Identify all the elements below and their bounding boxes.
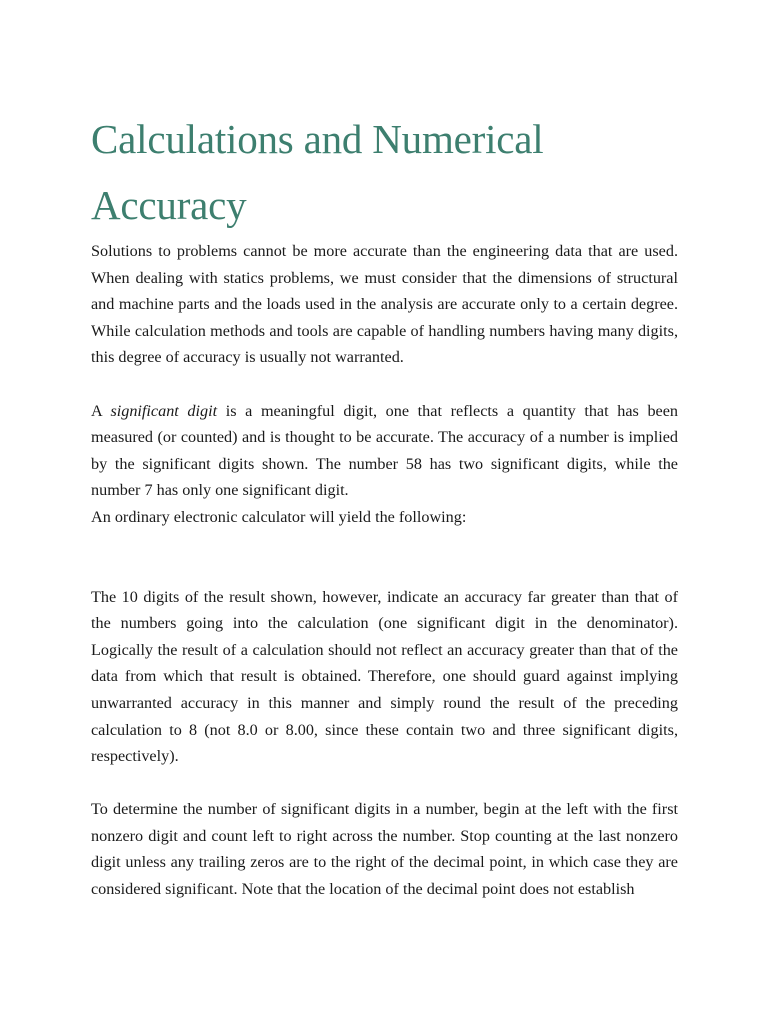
- paragraph-ten-digits: The 10 digits of the result shown, however, indicate an accuracy far greater than that of the numbers going into the calculation (one significant digit in the denominator). Logically the result of a calculation should not reflect an accuracy greater than that of the data from which that result is obtained. Therefore, one should guard against implying unwarranted accuracy in this manner and simply round the result of the preceding calculation to 8 (not 8.0 or 8.00, since these contain two and three significant digits, respectively).: [91, 587, 678, 766]
- paragraph-counting-digits: To determine the number of significant digits in a number, begin at the left with the first nonzero digit and count left to right across the number. Stop counting at the last nonzero digit unless any trailing zeros are to the right of the decimal point, in which case they are considered significant. Note that the location of the decimal point does not establish: [91, 800, 678, 899]
- paragraph-lead: A: [91, 401, 111, 420]
- page-title: Calculations and Numerical Accuracy: [91, 116, 544, 228]
- paragraph-spacer: [91, 770, 678, 797]
- paragraph-significant-digit: [91, 398, 678, 504]
- equation-spacer: [91, 531, 678, 584]
- paragraph-spacer: [91, 371, 678, 398]
- term-significant-digit: significant digit: [110, 401, 218, 420]
- paragraph-body: is a meaningful digit, one that reflects a quantity that has been measured (or counted) and is thought to be accurate. The accuracy of a number is implied by the significant digits shown. The number 58 has two significant digits, while the number 7 has only one significant digit.: [91, 401, 678, 500]
- paragraph-calculator: An ordinary electronic calculator will yield the following:: [91, 507, 467, 526]
- paragraph-accuracy-intro: Solutions to problems cannot be more accurate than the engineering data that are used. When dealing with statics problems, we must consider that the dimensions of structural and machine parts and the loads used in the analysis are accurate only to a certain degree. While calculation methods and tools are capable of handling numbers having many digits, this degree of accuracy is usually not warranted.: [91, 242, 678, 367]
- document-page: [91, 106, 678, 903]
